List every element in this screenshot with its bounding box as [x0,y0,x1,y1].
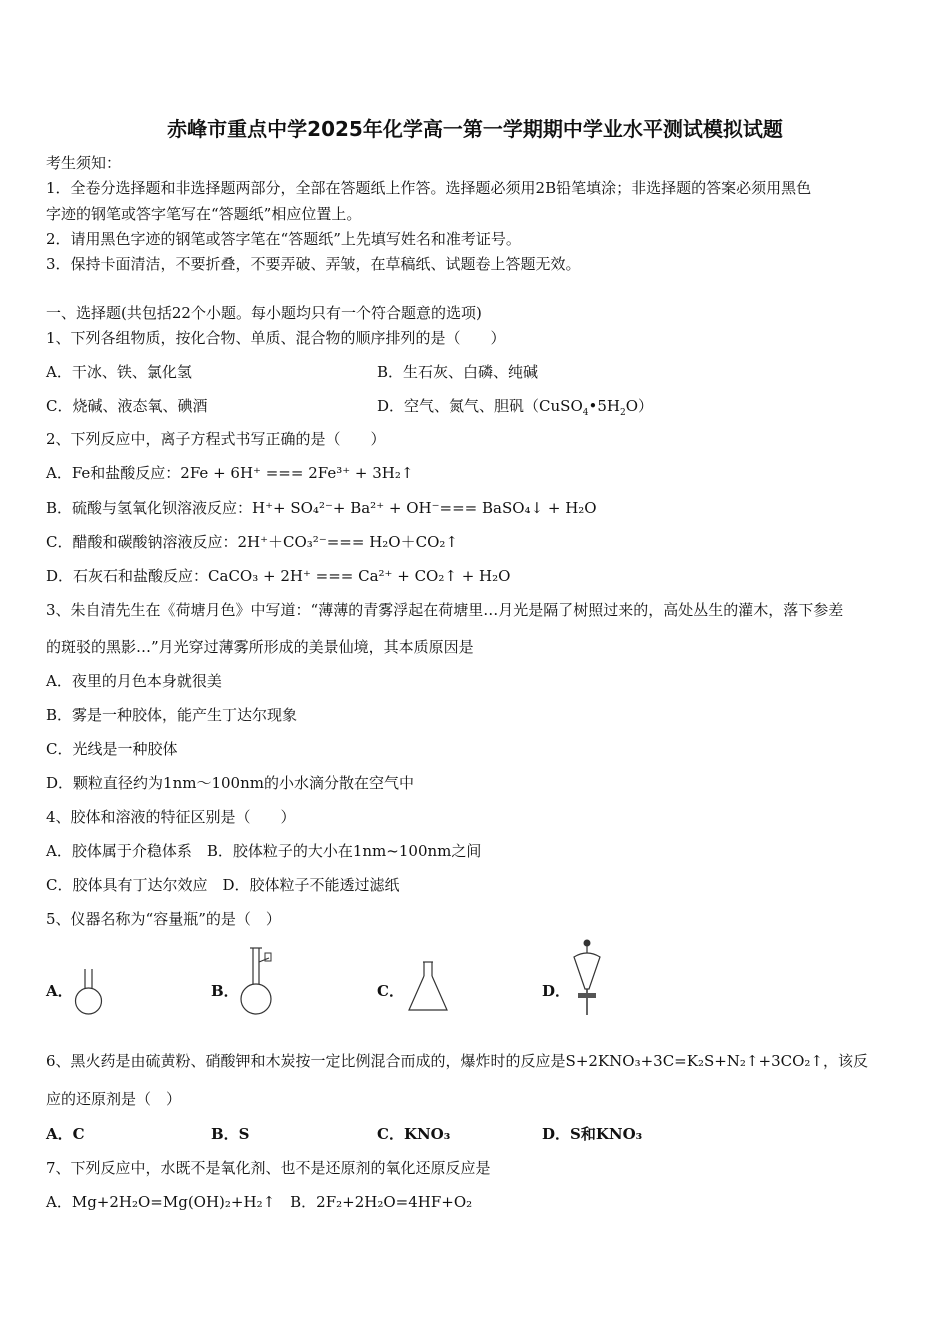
q1-option-a: A．干冰、铁、氯化氢 [46,363,192,381]
q4-stem: 4、胶体和溶液的特征区别是（ ） [46,808,296,826]
q2-stem: 2、下列反应中，离子方程式书写正确的是（ ） [46,430,386,448]
q2-option-c: C．醋酸和碳酸钠溶液反应：2H⁺＋CO₃²⁻=== H₂O＋CO₂↑ [46,533,458,551]
q1-d-text-1: D．空气、氮气、胆矾（CuSO [377,397,583,415]
section-heading: 一、选择题(共包括22个小题。每小题均只有一个符合题意的选项) [46,304,482,322]
volumetric-flask-with-stopcock-icon [235,944,277,1018]
separatory-funnel-icon [566,937,608,1019]
q1-stem: 1、下列各组物质，按化合物、单质、混合物的顺序排列的是（ ） [46,329,506,347]
q2-option-a: A．Fe和盐酸反应：2Fe + 6H⁺ === 2Fe³⁺ + 3H₂↑ [46,464,414,482]
q5-option-b-label: B． [211,982,239,1000]
q4-options-ab: A．胶体属于介稳体系 B．胶体粒子的大小在1nm~100nm之间 [46,842,482,860]
q6-option-d: D．S和KNO₃ [542,1125,643,1143]
q3-option-b: B．雾是一种胶体，能产生丁达尔现象 [46,706,298,724]
q1-option-d [377,395,653,418]
q7-stem: 7、下列反应中，水既不是氧化剂、也不是还原剂的氧化还原反应是 [46,1159,491,1177]
q6-option-a: A．C [46,1125,85,1143]
page-title: 赤峰市重点中学2025年化学高一第一学期期中学业水平测试模拟试题 [167,117,783,141]
q5-option-d-label: D． [542,982,571,1000]
q2-option-b: B．硫酸与氢氧化钡溶液反应：H⁺+ SO₄²⁻+ Ba²⁺ + OH⁻=== BaSO₄↓ + H₂O [46,499,597,517]
conical-flask-icon [405,960,451,1014]
q6-option-b: B．S [211,1125,250,1143]
round-bottom-flask-icon [72,965,106,1017]
q1-option-b: B．生石灰、白磷、纯碱 [377,363,539,381]
q3-option-c: C．光线是一种胶体 [46,740,178,758]
q1-d-text-3: O） [625,397,654,415]
q1-d-text-2: •5H [588,397,620,415]
q5-option-a-label: A． [46,982,73,1000]
q1-d-sub-1: 4 [582,408,589,418]
notice-item-3: 3．保持卡面清洁，不要折叠，不要弄破、弄皱，在草稿纸、试题卷上答题无效。 [46,255,581,273]
q2-option-d: D．石灰石和盐酸反应：CaCO₃ + 2H⁺ === Ca²⁺ + CO₂↑ + H₂O [46,567,511,585]
notice-item-2: 2．请用黑色字迹的钢笔或答字笔在“答题纸”上先填写姓名和准考证号。 [46,230,521,248]
q5-stem: 5、仪器名称为“容量瓶”的是（ ） [46,910,281,928]
q1-option-c: C．烧碱、液态氧、碘酒 [46,397,208,415]
q4-options-cd: C．胶体具有丁达尔效应 D．胶体粒子不能透过滤纸 [46,876,400,894]
notice-heading: 考生须知： [46,154,122,172]
q1-d-sub-2: 2 [619,408,626,418]
q6-option-c: C．KNO₃ [377,1125,451,1143]
q3-option-d: D．颗粒直径约为1nm～100nm的小水滴分散在空气中 [46,774,414,792]
notice-item-1: 1．全卷分选择题和非选择题两部分，全部在答题纸上作答。选择题必须用2B铅笔填涂；非选择题的答案必须用黑色 [46,179,812,197]
q6-stem-line-1: 6、黑火药是由硫黄粉、硝酸钾和木炭按一定比例混合而成的，爆炸时的反应是S+2KNO₃+3C=K₂S+N₂↑+3CO₂↑，该反 [46,1052,868,1070]
notice-item-1-cont: 字迹的钢笔或答字笔写在“答题纸”相应位置上。 [46,205,362,223]
q6-stem-line-2: 应的还原剂是（ ） [46,1090,182,1108]
q3-stem-line-2: 的斑驳的黑影…”月光穿过薄雾所形成的美景仙境，其本质原因是 [46,638,474,656]
q3-stem-line-1: 3、朱自清先生在《荷塘月色》中写道：“薄薄的青雾浮起在荷塘里…月光是隔了树照过来的，高处丛生的灌木，落下参差 [46,601,844,619]
q7-options-ab: A．Mg+2H₂O=Mg(OH)₂+H₂↑ B．2F₂+2H₂O=4HF+O₂ [46,1193,473,1211]
q3-option-a: A．夜里的月色本身就很美 [46,672,222,690]
q5-option-c-label: C． [377,982,404,1000]
